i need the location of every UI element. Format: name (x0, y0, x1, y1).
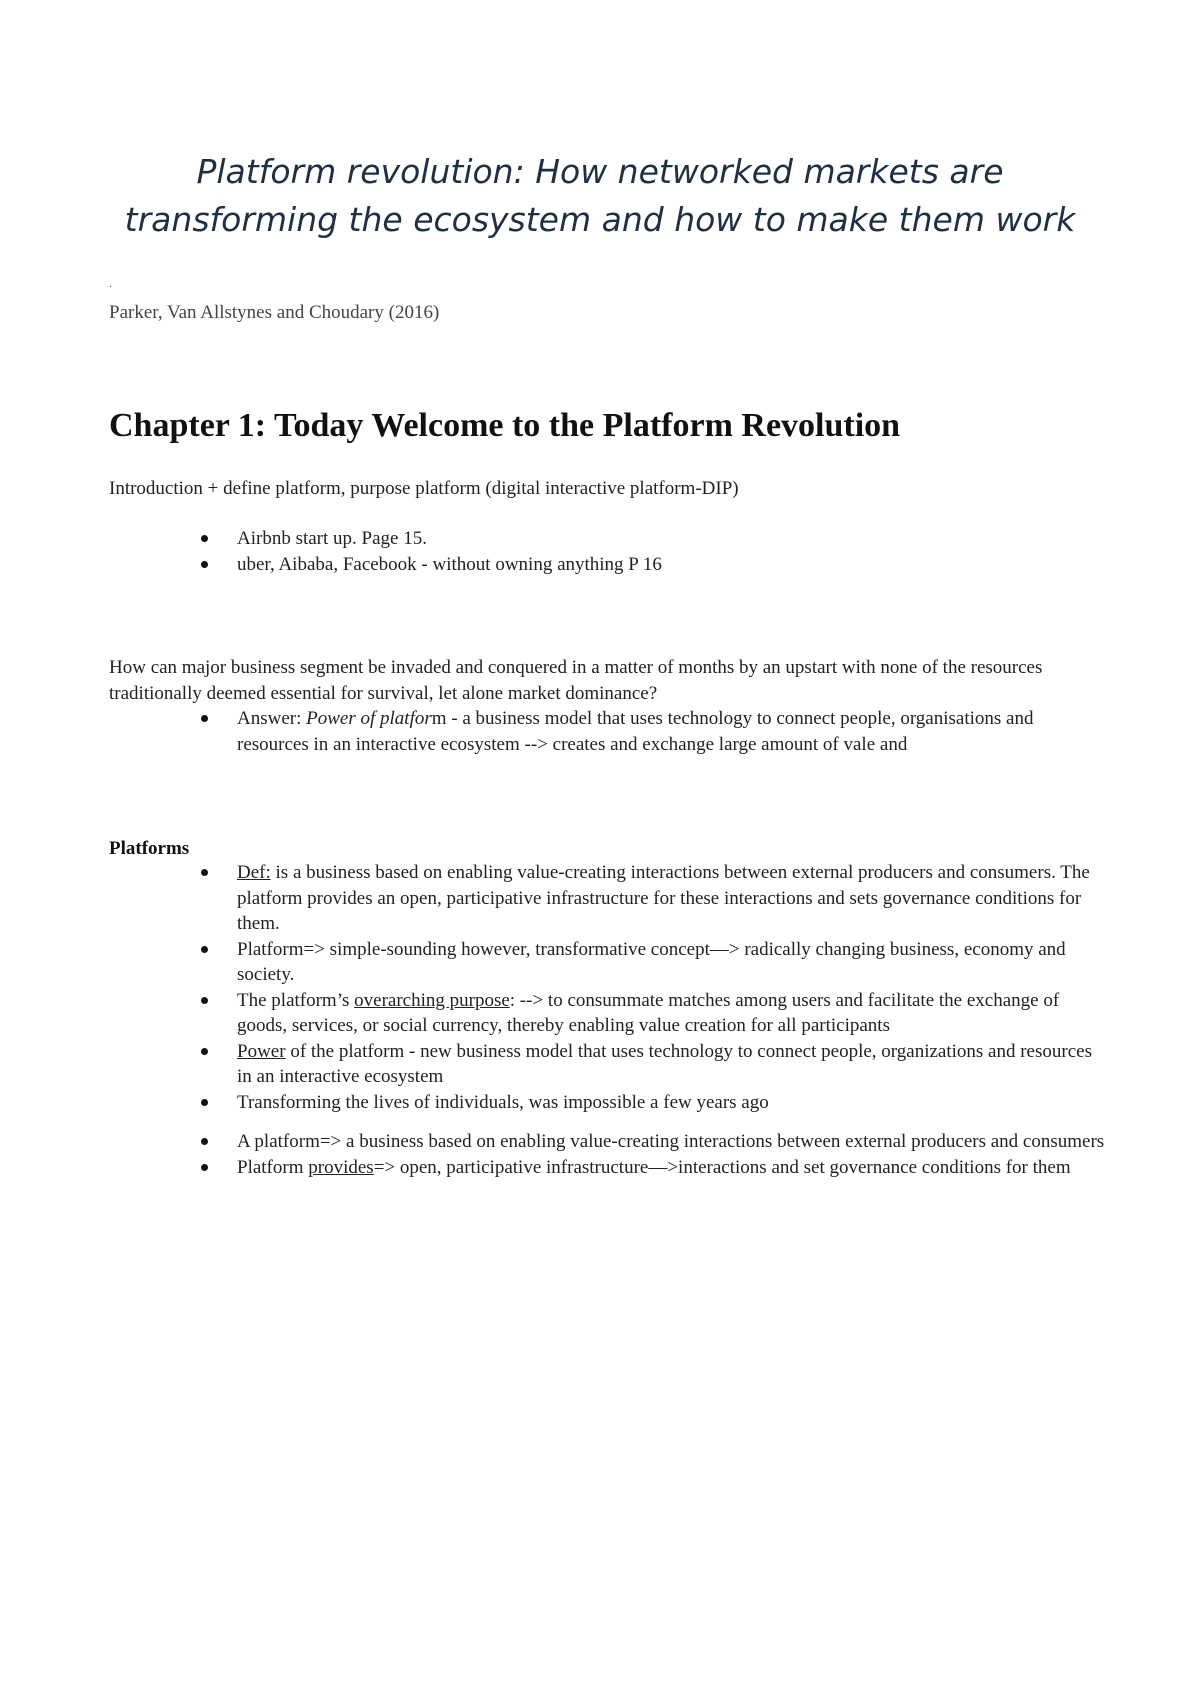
list-item (109, 1129, 1109, 1155)
list-item-lead: Power (237, 1040, 286, 1062)
list-item (109, 1090, 1109, 1116)
list-item (109, 860, 1109, 937)
list-item-pre: Platform (237, 1156, 309, 1178)
list-item-text: => open, participative infrastructure—>interactions and set governance conditions for them (373, 1156, 1071, 1178)
bullet-icon (201, 946, 208, 953)
chapter-title: Chapter 1: Today Welcome to the Platform Revolution (109, 407, 901, 444)
bullet-icon (201, 1164, 208, 1171)
bullet-icon (201, 1099, 208, 1106)
list-item-text: of the platform - new business model that uses technology to connect people, organizations and resources in an interactive ecosystem (237, 1040, 1092, 1087)
list-item-lead: Def: (237, 862, 271, 883)
list-item-pre: The platform’s (237, 989, 355, 1011)
answer-prefix: Answer: (237, 708, 307, 729)
bullet-icon (201, 715, 208, 722)
list-item-text: Transforming the lives of individuals, was impossible a few years ago (237, 1091, 769, 1113)
list-item (109, 937, 1109, 988)
intro-paragraph: Introduction + define platform, purpose platform (digital interactive platform-DIP) (109, 478, 739, 499)
answer-bullet-list (109, 706, 1109, 757)
document-title-line-1: Platform revolution: How networked markets are (196, 152, 1004, 191)
list-item (109, 988, 1109, 1039)
list-item (109, 526, 1109, 552)
list-item-text: Airbnb start up. Page 15. (237, 528, 427, 549)
platforms-heading: Platforms (109, 838, 190, 859)
list-item (109, 706, 1109, 757)
list-item-lead: provides (308, 1156, 374, 1178)
question-paragraph: How can major business segment be invaded and conquered in a matter of months by an upstart with none of the resources traditionally deemed essential for survival, let alone market dominance? (109, 657, 1043, 704)
list-item-lead: overarching purpose (354, 989, 510, 1011)
list-item-text: is a business based on enabling value-creating interactions between external producers and consumers. The platform provides an open, participative infrastructure for these interactions and sets governance conditions for them. (237, 862, 1090, 934)
list-item-text: : --> to consummate matches among users and facilitate the exchange of goods, services, or social currency, thereby enabling value creation for all participants (237, 989, 1060, 1036)
document-title (0, 148, 1200, 244)
bullet-icon (201, 561, 208, 568)
list-item-text: A platform=> a business based on enabling value-creating interactions between external producers and consumers (237, 1131, 1105, 1152)
list-item (109, 552, 1109, 578)
list-item (109, 1155, 1109, 1181)
bullet-icon (201, 869, 208, 876)
answer-text: m - a business model that uses technology to connect people, organisations and resources in an interactive ecosystem --> creates and exchange large amount of vale and (237, 708, 1034, 755)
platforms-bullet-list (109, 860, 1109, 1180)
authors-line: Parker, Van Allstynes and Choudary (2016) (109, 302, 440, 323)
stray-dot: . (109, 276, 112, 290)
list-item (109, 1039, 1109, 1090)
bullet-icon (201, 535, 208, 542)
intro-bullet-list (109, 526, 1109, 577)
bullet-icon (201, 997, 208, 1004)
list-item-text: Platform=> simple-sounding however, transformative concept—> radically changing business, economy and society. (237, 938, 1066, 985)
bullet-icon (201, 1048, 208, 1055)
document-title-line-2: transforming the ecosystem and how to make them work (124, 200, 1076, 239)
bullet-icon (201, 1138, 208, 1145)
answer-emphasis: Power of platfor (306, 708, 432, 729)
list-item-text: uber, Aibaba, Facebook - without owning anything P 16 (237, 553, 662, 575)
